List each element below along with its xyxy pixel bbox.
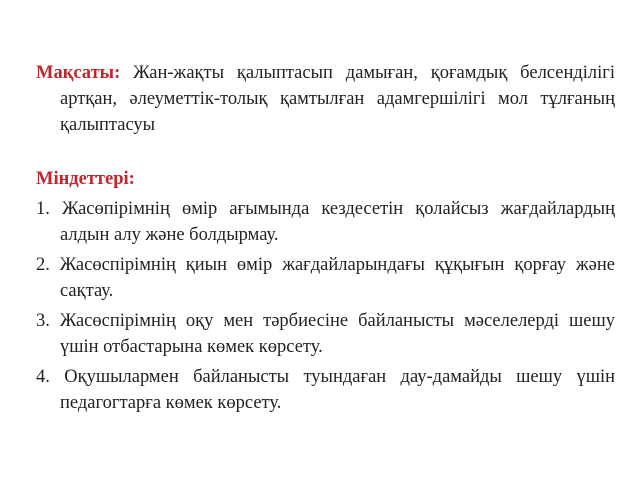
task-number: 1. bbox=[36, 199, 50, 219]
task-number: 3. bbox=[36, 311, 50, 331]
task-number: 4. bbox=[36, 367, 50, 387]
task-text: Жасөспірімнің қиын өмір жағдайларындағы құқығын қорғау және сақтау. bbox=[59, 255, 615, 301]
task-item-1 bbox=[36, 196, 615, 248]
task-text: Жасөпірімнің өмір ағымында кездесетін қолайсыз жағдайлардың алдын алу және болдырмау. bbox=[60, 199, 615, 245]
task-item-3 bbox=[36, 308, 615, 360]
task-list bbox=[36, 196, 615, 416]
task-text: Оқушылармен байланысты туындаған дау-дамайды шешу үшін педагогтарға көмек көрсету. bbox=[60, 367, 616, 413]
goal-paragraph bbox=[36, 60, 615, 138]
goal-label: Мақсаты: bbox=[36, 63, 121, 83]
task-item-4 bbox=[36, 364, 615, 416]
slide-content bbox=[36, 60, 615, 420]
task-item-2 bbox=[36, 252, 615, 304]
tasks-heading: Міндеттері: bbox=[36, 169, 135, 189]
task-text: Жасөспірімнің оқу мен тәрбиесіне байланысты мәселелерді шешу үшін отбастарына көмек көрсету. bbox=[59, 311, 615, 357]
goal-text: Жан-жақты қалыптасып дамыған, қоғамдық белсенділігі артқан, әлеуметтік-толық қамтылған адамгершілігі мол тұлғаның қалыптасуы bbox=[60, 63, 615, 135]
task-number: 2. bbox=[36, 255, 50, 275]
